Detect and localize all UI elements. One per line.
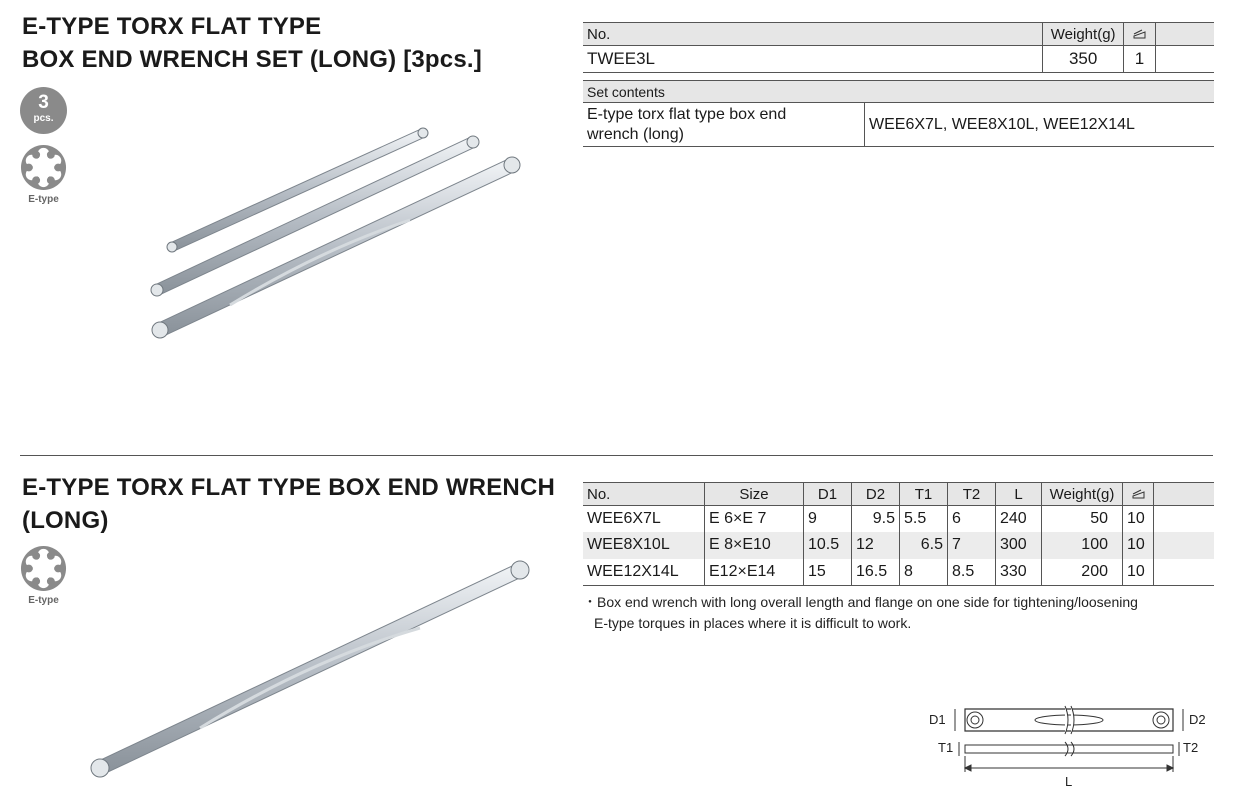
header-weight: Weight(g) [1042,23,1124,46]
header-size: Size [705,483,804,506]
set-spec-table [583,22,1214,73]
header-d2: D2 [852,483,900,506]
torx-star-icon [20,545,67,592]
wrench-title-line1: E-TYPE TORX FLAT TYPE BOX END WRENCH [22,474,556,501]
label-d2: D2 [1189,712,1206,727]
row-d1: 15 [804,559,852,586]
box-icon [1133,28,1146,39]
header-weight: Weight(g) [1042,483,1123,506]
header-no: No. [583,23,1042,46]
set-item-list: WEE6X7L, WEE8X10L, WEE12X14L [869,115,1135,133]
label-t2: T2 [1183,740,1199,755]
row-weight: 50 [1042,506,1123,532]
wrench-small [167,128,428,252]
row-qty: 10 [1123,559,1154,586]
torx-star-icon [20,144,67,191]
row-l: 240 [996,506,1042,532]
table-row [583,506,1214,532]
badge-count: 3 [38,92,49,113]
table-row [583,559,1214,586]
etype-badge [20,144,67,205]
row-size: E 6×E 7 [705,506,804,532]
wrench-set-image [140,120,540,350]
row-t2: 8.5 [948,559,996,586]
wrench-large [152,157,520,338]
row-l: 330 [996,559,1042,586]
table-row [583,532,1214,559]
note-line2: E-type torques in places where it is difficult to work. [594,615,912,631]
etype-label-2: E-type [28,595,59,606]
set-title-line1: E-TYPE TORX FLAT TYPE [22,13,322,40]
row-no: WEE12X14L [583,559,705,586]
header-qty [1124,23,1155,46]
wrench-spec-table [583,482,1214,586]
set-contents-label: Set contents [583,81,1214,103]
row-weight: 200 [1042,559,1123,586]
row-qty: 10 [1123,506,1154,532]
label-d1: D1 [929,712,946,727]
row-d1: 10.5 [804,532,852,559]
set-contents-table [583,80,1214,147]
row-t1: 5.5 [900,506,948,532]
row-qty: 10 [1123,532,1154,559]
wrench-table-header [583,483,1214,506]
top-view [955,706,1183,734]
header-no: No. [583,483,705,506]
wrench-title [22,471,555,537]
row-d2: 16.5 [852,559,900,586]
set-item-desc-line2: wrench (long) [587,125,684,143]
set-table-row [583,46,1214,73]
row-t2: 7 [948,532,996,559]
header-t2: T2 [948,483,996,506]
row-no: WEE6X7L [583,506,705,532]
label-t1: T1 [938,740,954,755]
dimension-diagram [925,700,1220,795]
set-item-desc-line1: E-type torx flat type box end [587,105,787,123]
label-l: L [1065,774,1073,789]
wrench-medium [151,136,479,296]
product-note [583,592,1138,634]
set-title [22,10,482,76]
section-divider [20,455,1213,456]
row-size: E 8×E10 [705,532,804,559]
row-d1: 9 [804,506,852,532]
piece-count-badge [20,87,67,134]
etype-label: E-type [28,194,59,205]
wrench-title-line2: (LONG) [22,507,109,534]
row-t1: 6.5 [900,532,948,559]
row-no: WEE8X10L [583,532,705,559]
note-line1: ・Box end wrench with long overall length and flange on one side for tightening/loosening [583,594,1138,610]
row-d2: 12 [852,532,900,559]
header-l: L [996,483,1042,506]
set-contents-header [583,81,1214,103]
set-contents-row [583,103,1214,147]
row-t1: 8 [900,559,948,586]
header-d1: D1 [804,483,852,506]
set-weight: 350 [1042,46,1124,73]
set-title-line2: BOX END WRENCH SET (LONG) [3pcs.] [22,46,482,73]
etype-badge-2 [20,545,67,606]
box-icon [1132,488,1145,499]
set-item-desc [583,103,865,147]
side-view [959,742,1179,772]
row-t2: 6 [948,506,996,532]
single-wrench-image [80,550,550,795]
row-d2: 9.5 [852,506,900,532]
row-weight: 100 [1042,532,1123,559]
row-l: 300 [996,532,1042,559]
set-no: TWEE3L [583,46,1042,73]
badge-unit: pcs. [33,113,54,124]
header-qty [1123,483,1154,506]
set-table-header [583,23,1214,46]
row-size: E12×E14 [705,559,804,586]
set-qty: 1 [1124,46,1155,73]
header-t1: T1 [900,483,948,506]
